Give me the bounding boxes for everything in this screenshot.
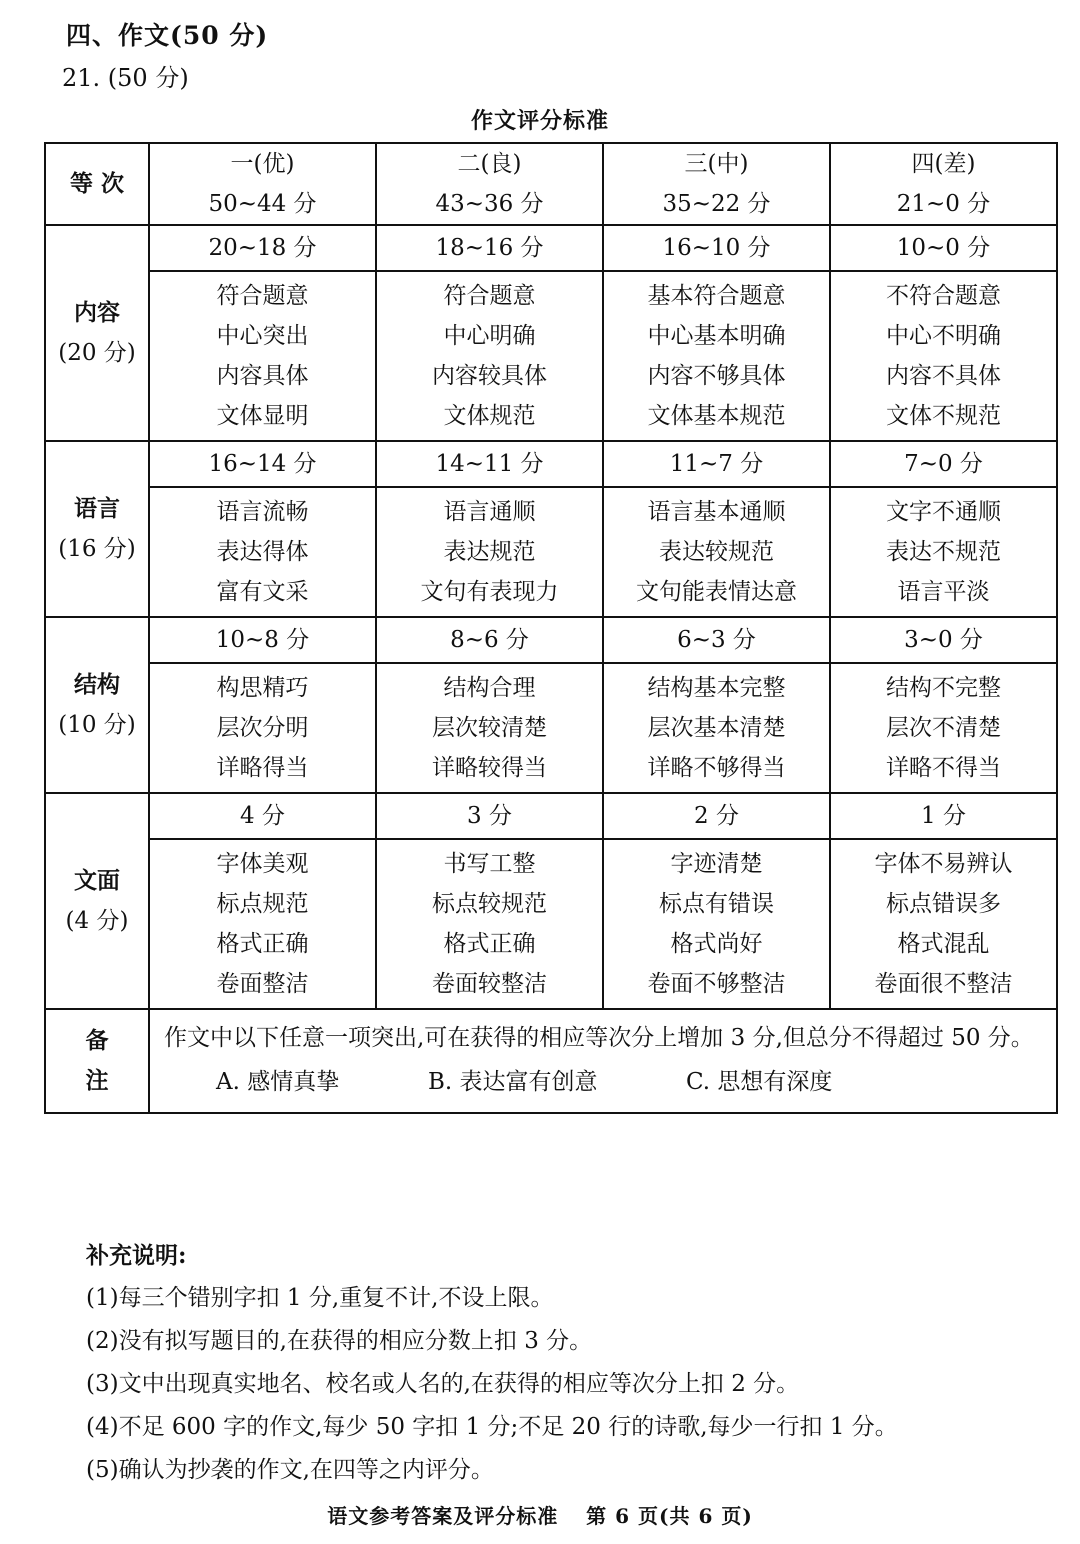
criterion: 表达规范 [443, 539, 536, 565]
level-range: 35~22 分 [662, 191, 771, 217]
category-points: (4 分) [65, 908, 129, 934]
category-cell [45, 793, 149, 1009]
grading-table [44, 142, 1058, 1114]
category-name: 结构 [74, 671, 120, 698]
criterion: 表达较规范 [659, 539, 774, 565]
notes-options [164, 1060, 1044, 1104]
criterion: 文句有表现力 [420, 579, 559, 605]
criterion: 卷面整洁 [216, 971, 309, 997]
header-row [45, 143, 1057, 225]
supplement-item: (3)文中出现真实地名、校名或人名的,在获得的相应等次分上扣 2 分。 [86, 1371, 800, 1397]
section-title: 四、作文(50 分) [66, 21, 269, 50]
score-row [45, 793, 1057, 839]
score-range: 14~11 分 [376, 441, 603, 487]
level-header [149, 143, 376, 225]
criterion: 中心明确 [443, 323, 536, 349]
criterion: 卷面很不整洁 [874, 971, 1013, 997]
level-range: 43~36 分 [435, 191, 544, 217]
score-range: 8~6 分 [376, 617, 603, 663]
criterion: 文体规范 [443, 403, 536, 429]
criteria-cell [376, 271, 603, 441]
criterion: 内容不够具体 [647, 363, 786, 389]
score-range: 6~3 分 [603, 617, 830, 663]
notes-row [45, 1009, 1057, 1113]
criterion: 结构合理 [443, 675, 536, 701]
level-range: 21~0 分 [896, 191, 991, 217]
score-range: 7~0 分 [830, 441, 1057, 487]
notes-label: 备 注 [45, 1009, 149, 1113]
criterion: 格式正确 [443, 931, 536, 957]
score-row [45, 225, 1057, 271]
criterion: 标点错误多 [886, 891, 1001, 917]
criterion: 富有文采 [216, 579, 309, 605]
grade-label: 等 次 [45, 143, 149, 225]
criterion: 表达得体 [216, 539, 309, 565]
criteria-cell [149, 271, 376, 441]
criterion: 内容具体 [216, 363, 309, 389]
level-header [830, 143, 1057, 225]
criterion: 详略较得当 [432, 755, 547, 781]
criterion: 构思精巧 [216, 675, 309, 701]
criterion: 结构基本完整 [647, 675, 786, 701]
criterion: 中心突出 [216, 323, 309, 349]
supplement [86, 1234, 898, 1492]
notes-option: C. 思想有深度 [686, 1069, 833, 1095]
criteria-row [45, 487, 1057, 617]
criterion: 语言平淡 [897, 579, 990, 605]
criteria-cell [603, 271, 830, 441]
page-footer [0, 1500, 1080, 1529]
criterion: 表达不规范 [886, 539, 1001, 565]
criteria-cell [830, 487, 1057, 617]
criterion: 层次不清楚 [886, 715, 1001, 741]
score-range: 10~8 分 [149, 617, 376, 663]
criterion: 中心基本明确 [647, 323, 786, 349]
criteria-row [45, 271, 1057, 441]
footer-page-number: 第 6 页(共 6 页) [586, 1504, 753, 1528]
score-range: 3~0 分 [830, 617, 1057, 663]
criterion: 符合题意 [443, 283, 536, 309]
score-range: 2 分 [603, 793, 830, 839]
criterion: 符合题意 [216, 283, 309, 309]
criterion: 基本符合题意 [647, 283, 786, 309]
criterion: 层次基本清楚 [647, 715, 786, 741]
footer-doc-title: 语文参考答案及评分标准 [327, 1504, 559, 1528]
criterion: 结构不完整 [886, 675, 1001, 701]
notes-text: 作文中以下任意一项突出,可在获得的相应等次分上增加 3 分,但总分不得超过 50 分。 [164, 1025, 1034, 1051]
supplement-title: 补充说明: [86, 1242, 187, 1269]
criterion: 字迹清楚 [670, 851, 763, 877]
criterion: 详略不得当 [886, 755, 1001, 781]
criterion: 格式正确 [216, 931, 309, 957]
criterion: 层次分明 [216, 715, 309, 741]
criterion: 格式混乱 [897, 931, 990, 957]
score-row [45, 617, 1057, 663]
supplement-item: (1)每三个错别字扣 1 分,重复不计,不设上限。 [86, 1285, 554, 1311]
criterion: 标点较规范 [432, 891, 547, 917]
criterion: 语言基本通顺 [647, 499, 786, 525]
criteria-row [45, 663, 1057, 793]
level-header [376, 143, 603, 225]
criteria-cell [603, 839, 830, 1009]
supplement-item: (2)没有拟写题目的,在获得的相应分数上扣 3 分。 [86, 1328, 593, 1354]
table-caption: 作文评分标准 [470, 108, 609, 134]
level-name: 四(差) [911, 151, 976, 177]
question-number: 21. (50 分) [62, 64, 189, 92]
level-name: 三(中) [684, 151, 749, 177]
criterion: 详略得当 [216, 755, 309, 781]
score-range: 16~10 分 [603, 225, 830, 271]
score-range: 18~16 分 [376, 225, 603, 271]
score-range: 11~7 分 [603, 441, 830, 487]
criterion: 语言流畅 [216, 499, 309, 525]
notes-option: A. 感情真挚 [216, 1069, 340, 1095]
criteria-cell [830, 271, 1057, 441]
criterion: 中心不明确 [886, 323, 1001, 349]
criterion: 详略不够得当 [647, 755, 786, 781]
score-range: 4 分 [149, 793, 376, 839]
criteria-cell [149, 487, 376, 617]
category-cell [45, 617, 149, 793]
category-points: (16 分) [58, 536, 136, 562]
score-row [45, 441, 1057, 487]
criterion: 文字不通顺 [886, 499, 1001, 525]
criterion: 书写工整 [443, 851, 536, 877]
criterion: 文体基本规范 [647, 403, 786, 429]
criteria-cell [376, 487, 603, 617]
score-range: 16~14 分 [149, 441, 376, 487]
category-points: (20 分) [58, 340, 136, 366]
score-range: 1 分 [830, 793, 1057, 839]
criterion: 字体美观 [216, 851, 309, 877]
criteria-cell [376, 839, 603, 1009]
criteria-cell [376, 663, 603, 793]
criteria-cell [830, 839, 1057, 1009]
notes-option: B. 表达富有创意 [428, 1069, 598, 1095]
notes-content [149, 1009, 1057, 1113]
score-range: 10~0 分 [830, 225, 1057, 271]
criteria-cell [603, 487, 830, 617]
criterion: 文句能表情达意 [636, 579, 797, 605]
criterion: 字体不易辨认 [874, 851, 1013, 877]
criteria-cell [149, 839, 376, 1009]
level-header [603, 143, 830, 225]
level-range: 50~44 分 [208, 191, 317, 217]
supplement-item: (5)确认为抄袭的作文,在四等之内评分。 [86, 1457, 494, 1483]
category-name: 文面 [74, 867, 120, 894]
criterion: 内容不具体 [886, 363, 1001, 389]
criteria-cell [149, 663, 376, 793]
criterion: 文体不规范 [886, 403, 1001, 429]
criterion: 不符合题意 [886, 283, 1001, 309]
score-range: 20~18 分 [149, 225, 376, 271]
criterion: 内容较具体 [432, 363, 547, 389]
level-name: 二(良) [457, 151, 522, 177]
category-points: (10 分) [58, 712, 136, 738]
criteria-cell [830, 663, 1057, 793]
level-name: 一(优) [230, 151, 295, 177]
supplement-item: (4)不足 600 字的作文,每少 50 字扣 1 分;不足 20 行的诗歌,每少一行扣 1 分。 [86, 1414, 898, 1440]
criterion: 层次较清楚 [432, 715, 547, 741]
score-range: 3 分 [376, 793, 603, 839]
category-cell [45, 441, 149, 617]
criteria-row [45, 839, 1057, 1009]
category-name: 语言 [74, 495, 120, 522]
criterion: 语言通顺 [443, 499, 536, 525]
criterion: 卷面不够整洁 [647, 971, 786, 997]
criterion: 文体显明 [216, 403, 309, 429]
category-name: 内容 [74, 299, 120, 326]
category-cell [45, 225, 149, 441]
criterion: 标点有错误 [659, 891, 774, 917]
criterion: 标点规范 [216, 891, 309, 917]
criterion: 格式尚好 [670, 931, 763, 957]
criteria-cell [603, 663, 830, 793]
criterion: 卷面较整洁 [432, 971, 547, 997]
